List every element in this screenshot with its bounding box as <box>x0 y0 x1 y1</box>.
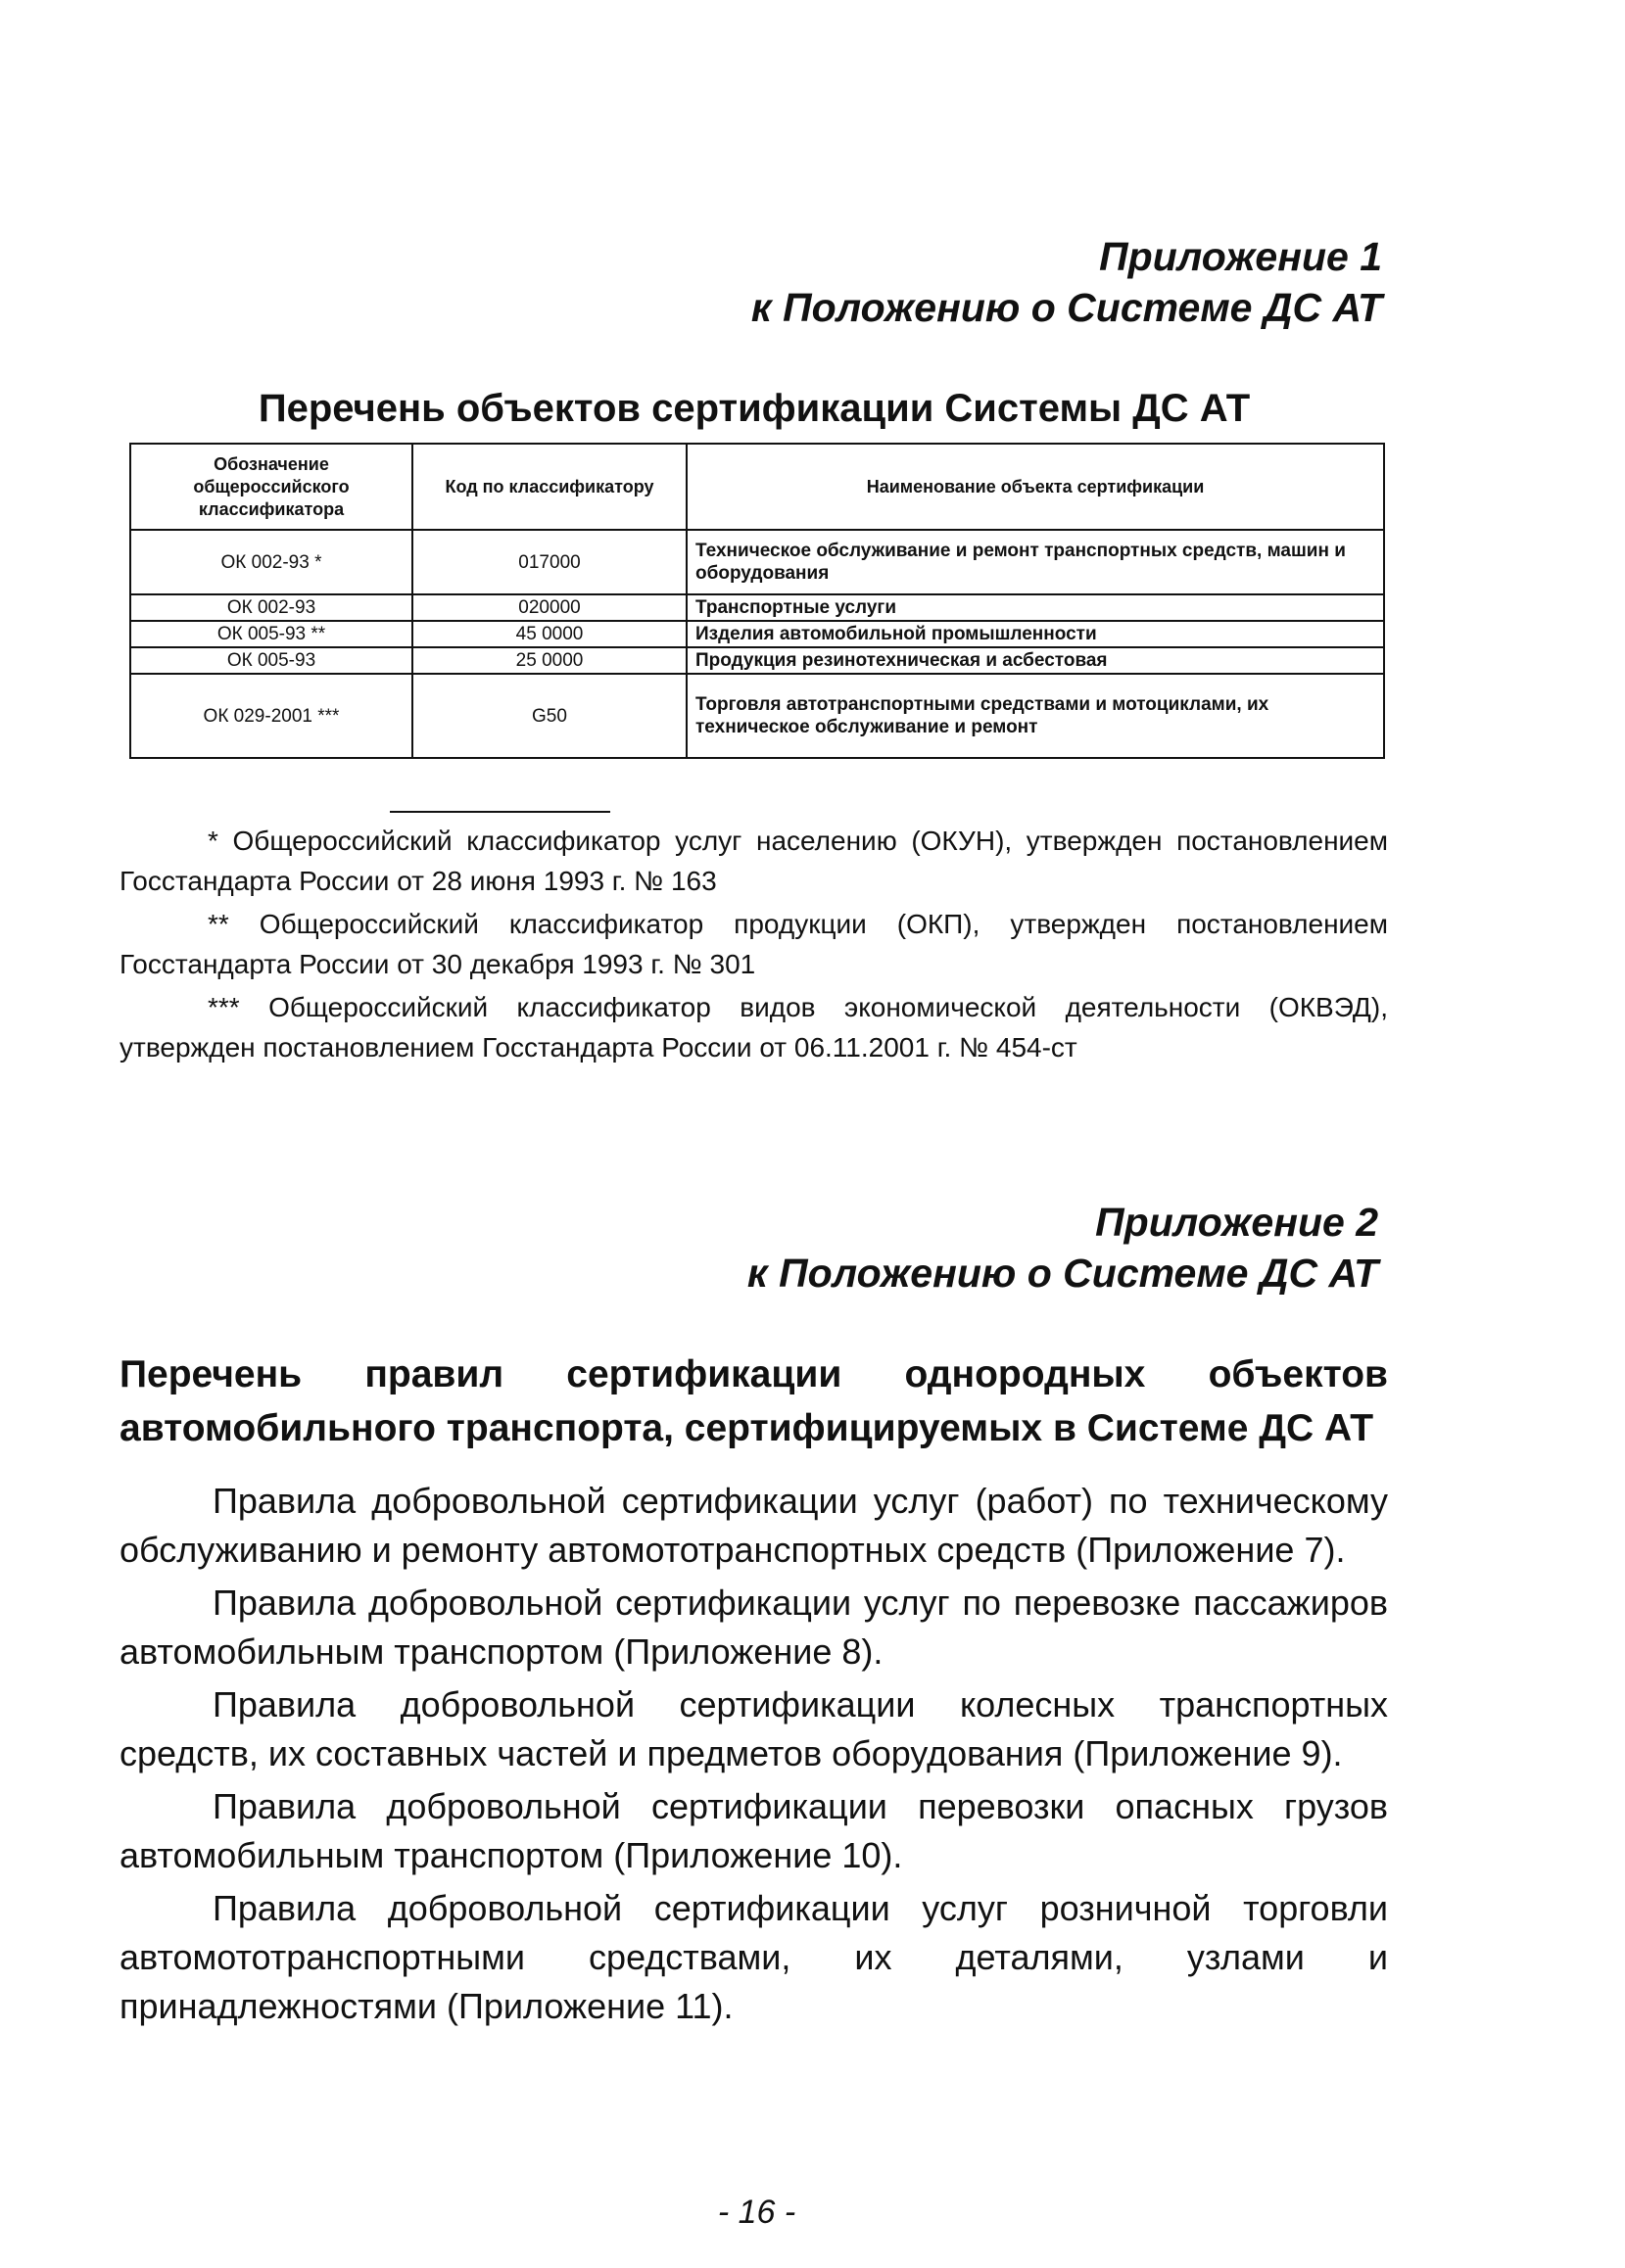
section-title: Перечень правил сертификации однородных объектов автомобильного транспорта, сертифицируемых в Системе ДС АТ <box>119 1353 1388 1449</box>
appendix-1-number: Приложение 1 <box>1099 234 1382 279</box>
rule-paragraph: Правила добровольной сертификации услуг по перевозке пассажиров автомобильным транспортом (Приложение 8). <box>119 1583 1388 1672</box>
cell-classifier: ОК 005-93 ** <box>130 621 412 647</box>
footnote: ** Общероссийский классификатор продукции (ОКП), утвержден постановлением Госстандарта России от 30 декабря 1993 г. № 301 <box>119 909 1388 979</box>
table-row <box>130 621 1384 647</box>
table-row <box>130 594 1384 621</box>
header-object-name: Наименование объекта сертификации <box>687 444 1384 530</box>
footnotes <box>119 821 1388 1070</box>
header-code: Код по классификатору <box>412 444 687 530</box>
table-row <box>130 530 1384 594</box>
table-header-row <box>130 444 1384 530</box>
certification-objects-table <box>129 443 1385 759</box>
cell-classifier: ОК 002-93 * <box>130 530 412 594</box>
cell-code: G50 <box>412 674 687 758</box>
footnote-separator <box>390 811 610 813</box>
rules-list <box>119 1477 1388 2035</box>
cell-object-name: Техническое обслуживание и ремонт транспортных средств, машин и оборудования <box>687 530 1384 594</box>
appendix-2-reference: к Положению о Системе ДС АТ <box>746 1251 1378 1296</box>
cell-object-name: Изделия автомобильной промышленности <box>687 621 1384 647</box>
header-classifier: Обозначение общероссийского классификатора <box>130 444 412 530</box>
cell-code: 020000 <box>412 594 687 621</box>
cell-classifier: ОК 029-2001 *** <box>130 674 412 758</box>
cell-object-name: Торговля автотранспортными средствами и мотоциклами, их техническое обслуживание и ремонт <box>687 674 1384 758</box>
cell-object-name: Продукция резинотехническая и асбестовая <box>687 647 1384 674</box>
appendix-1-reference: к Положению о Системе ДС АТ <box>750 285 1382 330</box>
appendix-2-number: Приложение 2 <box>1095 1200 1378 1245</box>
appendix-1-heading <box>751 231 1382 333</box>
cell-classifier: ОК 002-93 <box>130 594 412 621</box>
rule-paragraph: Правила добровольной сертификации колесных транспортных средств, их составных частей и предметов оборудования (Приложение 9). <box>119 1684 1388 1773</box>
cell-code: 45 0000 <box>412 621 687 647</box>
footnote: *** Общероссийский классификатор видов экономической деятельности (ОКВЭД), утвержден постановлением Госстандарта России от 06.11.2001 г. № 454-ст <box>119 992 1388 1063</box>
rule-paragraph: Правила добровольной сертификации услуг (работ) по техническому обслуживанию и ремонту автомототранспортных средств (Приложение 7). <box>119 1481 1388 1570</box>
footnote: * Общероссийский классификатор услуг населению (ОКУН), утвержден постановлением Госстандарта России от 28 июня 1993 г. № 163 <box>119 826 1388 896</box>
cell-classifier: ОК 005-93 <box>130 647 412 674</box>
appendix-2-heading <box>747 1197 1378 1299</box>
cell-code: 25 0000 <box>412 647 687 674</box>
table-row <box>130 674 1384 758</box>
page-number: - 16 - <box>717 2194 796 2231</box>
rule-paragraph: Правила добровольной сертификации перевозки опасных грузов автомобильным транспортом (Приложение 10). <box>119 1786 1388 1875</box>
cell-object-name: Транспортные услуги <box>687 594 1384 621</box>
rule-paragraph: Правила добровольной сертификации услуг розничной торговли автомототранспортными средствами, их деталями, узлами и принадлежностями (Приложение 11). <box>119 1888 1388 2026</box>
cell-code: 017000 <box>412 530 687 594</box>
table-row <box>130 647 1384 674</box>
table-title: Перечень объектов сертификации Системы ДС АТ <box>258 387 1251 430</box>
